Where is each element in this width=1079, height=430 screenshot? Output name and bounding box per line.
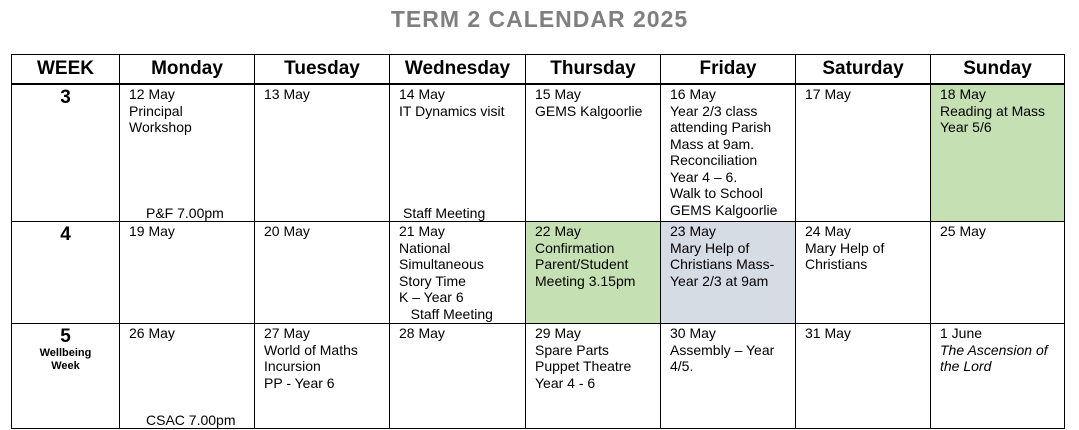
week-number: 3 (60, 87, 71, 108)
day-cell-monday (120, 324, 255, 429)
event-line: IT Dynamics visit (399, 102, 505, 119)
event-line: Year 2/3 at 9am (670, 272, 769, 289)
event-line: 4/5. (670, 358, 694, 374)
date-label: 21 May (399, 223, 445, 239)
day-cell-tuesday (255, 324, 390, 429)
day-cell-monday (120, 222, 255, 324)
date-label: 22 May (535, 223, 581, 239)
date-label: 16 May (670, 86, 716, 102)
week-row (12, 84, 1065, 222)
event-line: Reconciliation (670, 152, 758, 168)
event-line: Puppet Theatre (535, 358, 632, 374)
event-line: Year 4 – 6. (670, 168, 738, 185)
week-cell (12, 222, 120, 324)
event-line: World of Maths (264, 341, 358, 358)
event-line: Staff Meeting (399, 305, 493, 322)
event-line: Christians Mass- (670, 256, 775, 272)
header-friday: Friday (661, 55, 796, 85)
date-label: 25 May (940, 223, 986, 239)
date-label: 26 May (129, 325, 175, 341)
day-cell-tuesday (255, 84, 390, 222)
page-title: TERM 2 CALENDAR 2025 (390, 6, 689, 32)
header-week: WEEK (12, 55, 120, 85)
event-line: PP - Year 6 (264, 374, 335, 391)
header-thursday: Thursday (526, 55, 661, 85)
date-label: 29 May (535, 325, 581, 341)
date-label: 27 May (264, 325, 310, 341)
event-line: GEMS Kalgoorlie (535, 102, 643, 119)
day-cell-wednesday (390, 84, 526, 222)
week-number: 5 (60, 326, 71, 347)
day-cell-tuesday (255, 222, 390, 324)
event-line: GEMS Kalgoorlie (670, 201, 778, 218)
event-line: Mary Help of (670, 239, 750, 256)
day-cell-friday (661, 324, 796, 429)
week-cell (12, 84, 120, 222)
day-cell-saturday (796, 324, 931, 429)
date-label: 14 May (399, 86, 445, 102)
date-label: 15 May (535, 86, 581, 102)
date-label: 24 May (805, 223, 851, 239)
header-sunday: Sunday (931, 55, 1065, 85)
event-line: Parent/Student (535, 256, 629, 272)
date-label: 17 May (805, 86, 851, 102)
week-label: Wellbeing Week (39, 347, 92, 372)
day-cell-friday (661, 222, 796, 324)
event-line: Principal (129, 102, 183, 119)
event-line: Year 4 - 6 (535, 374, 596, 391)
header-row (12, 55, 1065, 85)
date-label: 20 May (264, 223, 310, 239)
event-line: Assembly – Year (670, 341, 775, 358)
date-label: 31 May (805, 325, 851, 341)
date-label: 28 May (399, 325, 445, 341)
day-cell-wednesday (390, 324, 526, 429)
day-cell-sunday (931, 222, 1065, 324)
event-line: Year 5/6 (940, 119, 992, 135)
event-line: Walk to School (670, 185, 763, 201)
event-line: Spare Parts (535, 341, 609, 358)
header-monday: Monday (120, 55, 255, 85)
week-cell (12, 324, 120, 429)
day-cell-wednesday (390, 222, 526, 324)
date-label: 12 May (129, 86, 175, 102)
event-line: Meeting 3.15pm (535, 272, 636, 289)
day-cell-friday (661, 84, 796, 222)
event-line: Mary Help of (805, 239, 885, 256)
day-cell-saturday (796, 84, 931, 222)
event-line: Story Time (399, 272, 466, 289)
event-line: attending Parish (670, 119, 772, 135)
event-line: Christians (805, 256, 868, 272)
event-note: Staff Meeting (403, 205, 486, 221)
date-label: 18 May (940, 86, 986, 102)
week-row (12, 222, 1065, 324)
date-label: 13 May (264, 86, 310, 102)
header-saturday: Saturday (796, 55, 931, 85)
header-tuesday: Tuesday (255, 55, 390, 85)
event-note: CSAC 7.00pm (146, 412, 236, 428)
event-line: The Ascension of the Lord (940, 341, 1048, 374)
event-note: P&F 7.00pm (146, 205, 224, 221)
day-cell-thursday (526, 84, 661, 222)
date-label: 1 June (940, 325, 983, 341)
date-label: 30 May (670, 325, 716, 341)
day-cell-saturday (796, 222, 931, 324)
day-cell-sunday (931, 84, 1065, 222)
day-cell-monday (120, 84, 255, 222)
event-line: Year 2/3 class (670, 102, 758, 119)
event-line: Reading at Mass (940, 102, 1046, 119)
event-line: Incursion (264, 358, 321, 374)
week-number: 4 (60, 224, 71, 245)
day-cell-thursday (526, 324, 661, 429)
week-row (12, 324, 1065, 429)
day-cell-thursday (526, 222, 661, 324)
date-label: 23 May (670, 223, 716, 239)
date-label: 19 May (129, 223, 175, 239)
event-line: Mass at 9am. (670, 135, 755, 152)
event-line: K – Year 6 (399, 289, 464, 305)
event-line: Workshop (129, 119, 192, 135)
day-cell-sunday (931, 324, 1065, 429)
event-line: National (399, 239, 451, 256)
event-line: Confirmation (535, 239, 615, 256)
calendar-table (11, 54, 1065, 429)
header-wednesday: Wednesday (390, 55, 526, 85)
event-line: Simultaneous (399, 256, 484, 272)
